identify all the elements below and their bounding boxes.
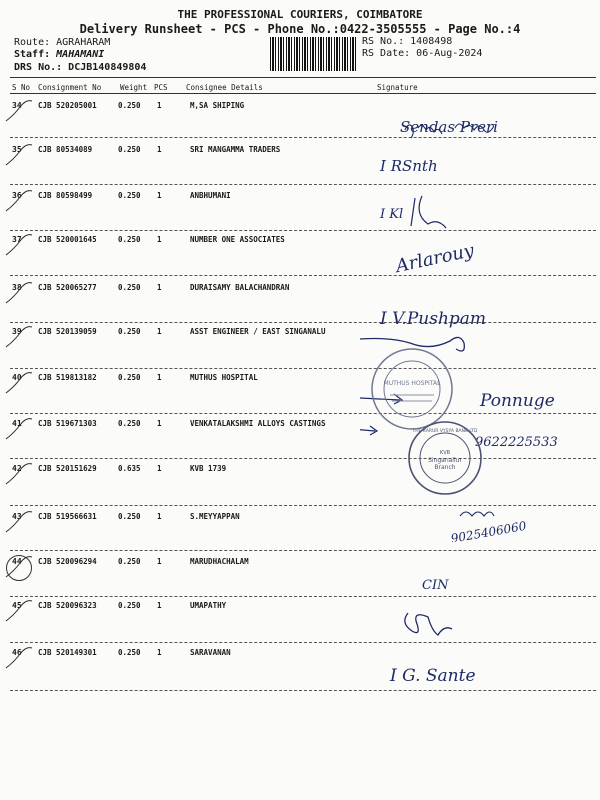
row-consignment-no: CJB 520096323	[38, 601, 97, 610]
row-weight: 0.250	[118, 283, 141, 292]
row-consignee: KVB 1739	[190, 464, 227, 473]
row-consignment-no: CJB 519671303	[38, 419, 97, 428]
bank-stamp-branch-1: Singanallur	[428, 457, 462, 464]
company-title: THE PROFESSIONAL COURIERS, COIMBATORE	[177, 8, 423, 21]
row-sno: 45	[12, 601, 22, 610]
signature-row-46	[360, 655, 596, 695]
row-pcs: 1	[157, 648, 162, 657]
row-divider	[10, 275, 596, 276]
bank-stamp	[405, 418, 485, 498]
signature-text-46: I G. Sante	[390, 666, 476, 686]
rs-date: RS Date: 06-Aug-2024	[362, 48, 483, 59]
tick-mark-icon	[4, 141, 34, 171]
signature-text-38: I V.Pushpam	[380, 309, 487, 329]
row-consignee: UMAPATHY	[190, 601, 227, 610]
row-sno: 38	[12, 283, 22, 292]
tick-mark-icon	[4, 187, 34, 217]
signature-row-37	[360, 235, 596, 275]
tick-mark-icon	[4, 597, 34, 627]
col-header-weight: Weight	[120, 83, 148, 92]
row-sno: 43	[12, 512, 22, 521]
tick-mark-icon	[4, 644, 34, 674]
row-consignment-no: CJB 519813182	[38, 373, 97, 382]
row-sno: 42	[12, 464, 22, 473]
row-pcs: 1	[157, 464, 162, 473]
row-pcs: 1	[157, 101, 162, 110]
runsheet-subtitle: Delivery Runsheet - PCS - Phone No.:0422-3505555 - Page No.:4	[79, 22, 521, 36]
signature-row-45	[360, 605, 596, 645]
bank-stamp-branch-2: Branch	[434, 464, 456, 471]
circled-mark-44	[6, 555, 32, 581]
tick-mark-icon	[4, 415, 34, 445]
row-consignment-no: CJB 520205001	[38, 101, 97, 110]
row-consignee: SARAVANAN	[190, 648, 231, 657]
col-header-sno: S No	[12, 83, 31, 92]
staff-name: MAHAMANI	[56, 49, 105, 60]
signature-row-34	[360, 108, 596, 148]
tick-mark-icon	[4, 369, 34, 399]
row-pcs: 1	[157, 191, 162, 200]
signature-text-44: CIN	[422, 578, 449, 593]
row-pcs: 1	[157, 419, 162, 428]
row-divider	[10, 458, 596, 459]
staff-field	[14, 49, 104, 60]
signature-row-35	[360, 145, 596, 185]
row-consignee: ANBHUMANI	[190, 191, 231, 200]
row-consignee: M,SA SHIPING	[190, 101, 245, 110]
signature-text-40: Ponnuge	[480, 391, 555, 411]
header-bottom-rule	[10, 93, 596, 94]
row-pcs: 1	[157, 327, 162, 336]
row-sno: 44	[12, 557, 22, 566]
tick-mark-icon	[4, 279, 34, 309]
row-consignment-no: CJB 520001645	[38, 235, 97, 244]
signature-row-36	[360, 192, 596, 232]
row-consignee: MARUDHACHALAM	[190, 557, 249, 566]
row-consignment-no: CJB 519566631	[38, 512, 97, 521]
row-consignee: NUMBER ONE ASSOCIATES	[190, 235, 285, 244]
row-pcs: 1	[157, 512, 162, 521]
row-consignment-no: CJB 520149301	[38, 648, 97, 657]
drs-number: DRS No.: DCJB140849804	[14, 62, 147, 73]
row-sno: 40	[12, 373, 22, 382]
row-weight: 0.250	[118, 601, 141, 610]
row-consignee: VENKATALAKSHMI ALLOYS CASTINGS	[190, 419, 326, 428]
signature-row-44	[360, 565, 596, 605]
row-weight: 0.250	[118, 235, 141, 244]
row-weight: 0.250	[118, 101, 141, 110]
signature-row-43	[360, 502, 596, 542]
row-weight: 0.250	[118, 191, 141, 200]
row-sno: 41	[12, 419, 22, 428]
signature-text-43: 9025406060	[449, 518, 528, 542]
tick-mark-icon	[4, 508, 34, 538]
signature-text-35: I RSnth	[380, 157, 438, 175]
bank-stamp-name: THE KARUR VYSYA BANK LTD	[412, 429, 478, 434]
row-consignment-no: CJB 80598499	[38, 191, 93, 200]
row-sno: 36	[12, 191, 22, 200]
row-pcs: 1	[157, 601, 162, 610]
header-top-rule	[10, 77, 596, 78]
row-consignee: ASST ENGINEER / EAST SINGANALU	[190, 327, 326, 336]
row-consignment-no: CJB 520151629	[38, 464, 97, 473]
tick-mark-icon	[4, 231, 34, 261]
hospital-stamp-text: MUTHUS HOSPITAL	[383, 380, 441, 387]
row-consignee: DURAISAMY BALACHANDRAN	[190, 283, 290, 292]
rs-number: RS No.: 1408498	[362, 36, 453, 47]
col-header-consignment: Consignment No	[38, 83, 102, 92]
signature-text-37: Arlarouy	[393, 240, 476, 275]
route-label: Route: AGRAHARAM	[14, 37, 111, 48]
row-weight: 0.250	[118, 648, 141, 657]
row-sno: 34	[12, 101, 22, 110]
staff-label: Staff:	[14, 49, 51, 60]
bank-stamp-code: KVB	[439, 450, 451, 456]
row-sno: 46	[12, 648, 22, 657]
row-consignment-no: CJB 520096294	[38, 557, 97, 566]
row-pcs: 1	[157, 145, 162, 154]
row-sno: 37	[12, 235, 22, 244]
col-header-signature: Signature	[377, 83, 418, 92]
tick-mark-icon	[4, 460, 34, 490]
row-consignment-no: CJB 520065277	[38, 283, 97, 292]
col-header-pcs: PCS	[154, 83, 168, 92]
row-weight: 0.635	[118, 464, 141, 473]
row-pcs: 1	[157, 373, 162, 382]
row-weight: 0.250	[118, 512, 141, 521]
signature-text-36: I Kl	[380, 207, 404, 222]
row-consignment-no: CJB 520139059	[38, 327, 97, 336]
row-consignment-no: CJB 80534089	[38, 145, 93, 154]
row-pcs: 1	[157, 557, 162, 566]
row-pcs: 1	[157, 283, 162, 292]
row-consignee: S.MEYYAPPAN	[190, 512, 240, 521]
barcode	[270, 37, 358, 71]
row-consignee: SRI MANGAMMA TRADERS	[190, 145, 281, 154]
row-sno: 39	[12, 327, 22, 336]
signature-text-41: 9622225533	[475, 435, 558, 450]
row-weight: 0.250	[118, 373, 141, 382]
row-weight: 0.250	[118, 557, 141, 566]
row-consignee: MUTHUS HOSPITAL	[190, 373, 258, 382]
row-divider	[10, 550, 596, 551]
row-sno: 35	[12, 145, 22, 154]
row-weight: 0.250	[118, 327, 141, 336]
signature-row-38	[360, 298, 596, 338]
row-pcs: 1	[157, 235, 162, 244]
tick-mark-icon	[4, 97, 34, 127]
row-weight: 0.250	[118, 145, 141, 154]
row-weight: 0.250	[118, 419, 141, 428]
tick-mark-icon	[4, 323, 34, 353]
signature-text-34: Sendas Preri	[400, 118, 498, 136]
col-header-consignee: Consignee Details	[186, 83, 263, 92]
